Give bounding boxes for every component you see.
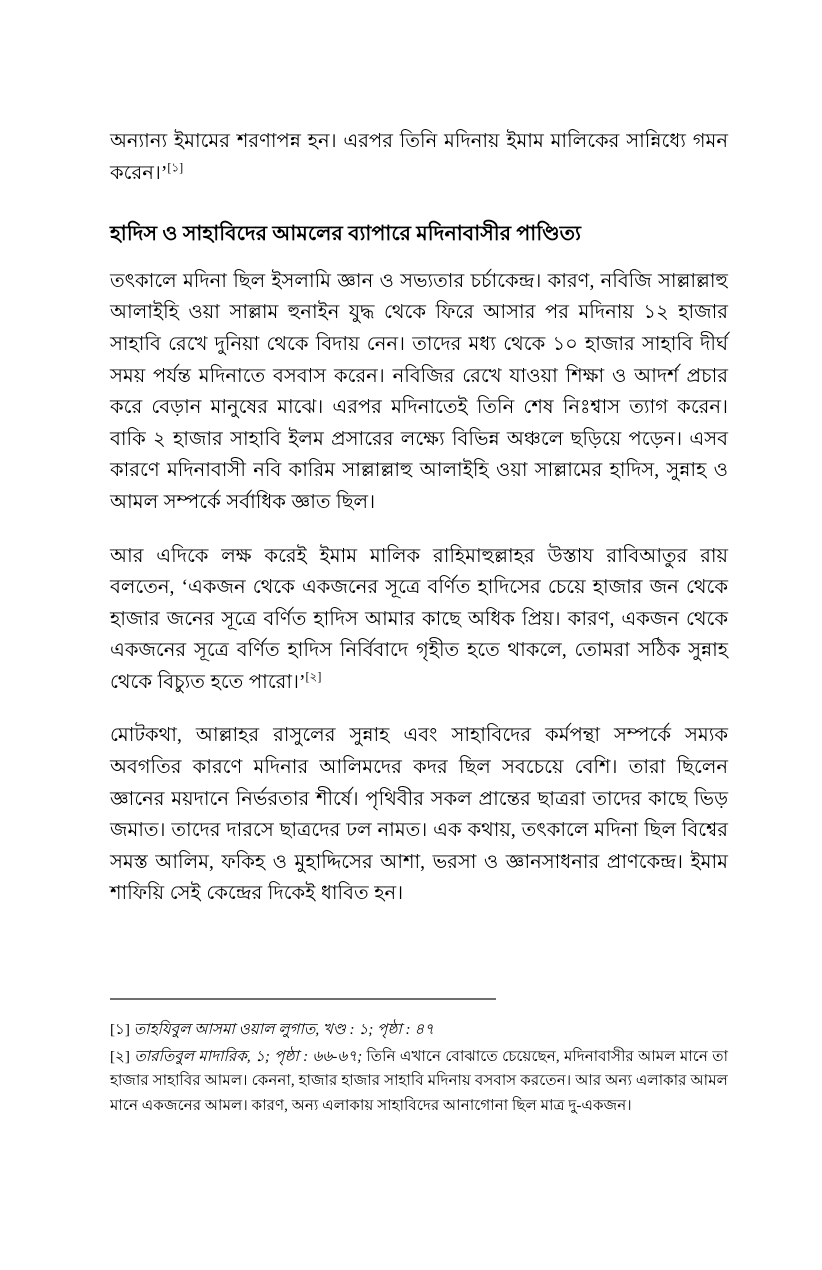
section-heading: হাদিস ও সাহাবিদের আমলের ব্যাপারে মদিনাবাসীর পাণ্ডিত্য (110, 223, 582, 246)
footnote-item-2 (110, 1045, 728, 1119)
footnote-area (110, 998, 728, 1121)
footnote-ref-2[interactable]: [২] (305, 669, 322, 684)
footnote-source-2: তারতিবুল মাদারিক, ১; পৃষ্ঠা : ৬৬-৬৭; (134, 1047, 363, 1065)
page-text-column (110, 126, 728, 910)
continued-paragraph-text: অন্যান্য ইমামের শরণাপন্ন হন। এরপর তিনি মদিনায় ইমাম মালিকের সান্নিধ্যে গমন করেন।’ (110, 131, 728, 184)
footnote-marker-1: [১] (110, 1021, 130, 1038)
continued-paragraph (110, 126, 728, 189)
paragraph-2 (110, 541, 728, 699)
footnote-note-2: তিনি এখানে বোঝাতে চেয়েছেন, মদিনাবাসীর আমল মানে তা হাজার সাহাবির আমল। কেননা, হাজার হাজার সাহাবি মদিনায় বসবাস করতেন। আর অন্য এলাকার আমল মানে একজনের আমল। কারণ, অন্য এলাকায় সাহাবিদের আনাগোনা ছিল মাত্র দু-একজন। (110, 1047, 729, 1114)
footnote-separator-rule (110, 998, 496, 1000)
paragraph-2-text: আর এদিকে লক্ষ করেই ইমাম মালিক রাহিমাহুল্লাহর উস্তায রাবিআতুর রায় বলতেন, ‘একজন থেকে একজনের সূত্রে বর্ণিত হাদিসের চেয়ে হাজার জন থেকে হাজার জনের সূত্রে বর্ণিত হাদিস আমার কাছে অধিক প্রিয়। কারণ, একজন থেকে একজনের সূত্রে বর্ণিত হাদিস নির্বিবাদে গৃহীত হতে থাকলে, তোমরা সঠিক সুন্নাহ থেকে বিচ্যুত হতে পারো।’ (110, 545, 728, 693)
footnote-source-1: তাহযিবুল আসমা ওয়াল লুগাত, খণ্ড : ১; পৃষ্ঠা : ৪৭ (133, 1021, 435, 1038)
footnote-item-1 (110, 1018, 728, 1043)
paragraph-3: মোটকথা, আল্লাহর রাসুলের সুন্নাহ এবং সাহাবিদের কর্মপন্থা সম্পর্কে সম্যক অবগতির কারণে মদিনার আলিমদের কদর ছিল সবচেয়ে বেশি। তারা ছিলেন জ্ঞানের ময়দানে নির্ভরতার শীর্ষে। পৃথিবীর সকল প্রান্তের ছাত্ররা তাদের কাছে ভিড় জমাত। তাদের দারসে ছাত্রদের ঢল নামত। এক কথায়, তৎকালে মদিনা ছিল বিশ্বের সমস্ত আলিম, ফকিহ ও মুহাদ্দিসের আশা, ভরসা ও জ্ঞানসাধনার প্রাণকেন্দ্র। ইমাম শাফিয়ি সেই কেন্দ্রের দিকেই ধাবিত হন। (110, 725, 728, 905)
paragraph-1: তৎকালে মদিনা ছিল ইসলামি জ্ঞান ও সভ্যতার চর্চাকেন্দ্র। কারণ, নবিজি সাল্লাল্লাহু আলাইহি ওয়া সাল্লাম হুনাইন যুদ্ধ থেকে ফিরে আসার পর মদিনায় ১২ হাজার সাহাবি রেখে দুনিয়া থেকে বিদায় নেন। তাদের মধ্য থেকে ১০ হাজার সাহাবি দীর্ঘ সময় পর্যন্ত মদিনাতে বসবাস করেন। নবিজির রেখে যাওয়া শিক্ষা ও আদর্শ প্রচার করে বেড়ান মানুষের মাঝে। এরপর মদিনাতেই তিনি শেষ নিঃশ্বাস ত্যাগ করেন। বাকি ২ হাজার সাহাবি ইলম প্রসারের লক্ষ্যে বিভিন্ন অঞ্চলে ছড়িয়ে পড়েন। এসব কারণে মদিনাবাসী নবি কারিম সাল্লাল্লাহু আলাইহি ওয়া সাল্লামের হাদিস, সুন্নাহ ও আমল সম্পর্কে সর্বাধিক জ্ঞাত ছিল। (110, 270, 728, 513)
footnote-marker-2: [২] (110, 1047, 130, 1065)
footnote-ref-1[interactable]: [১] (167, 160, 184, 175)
